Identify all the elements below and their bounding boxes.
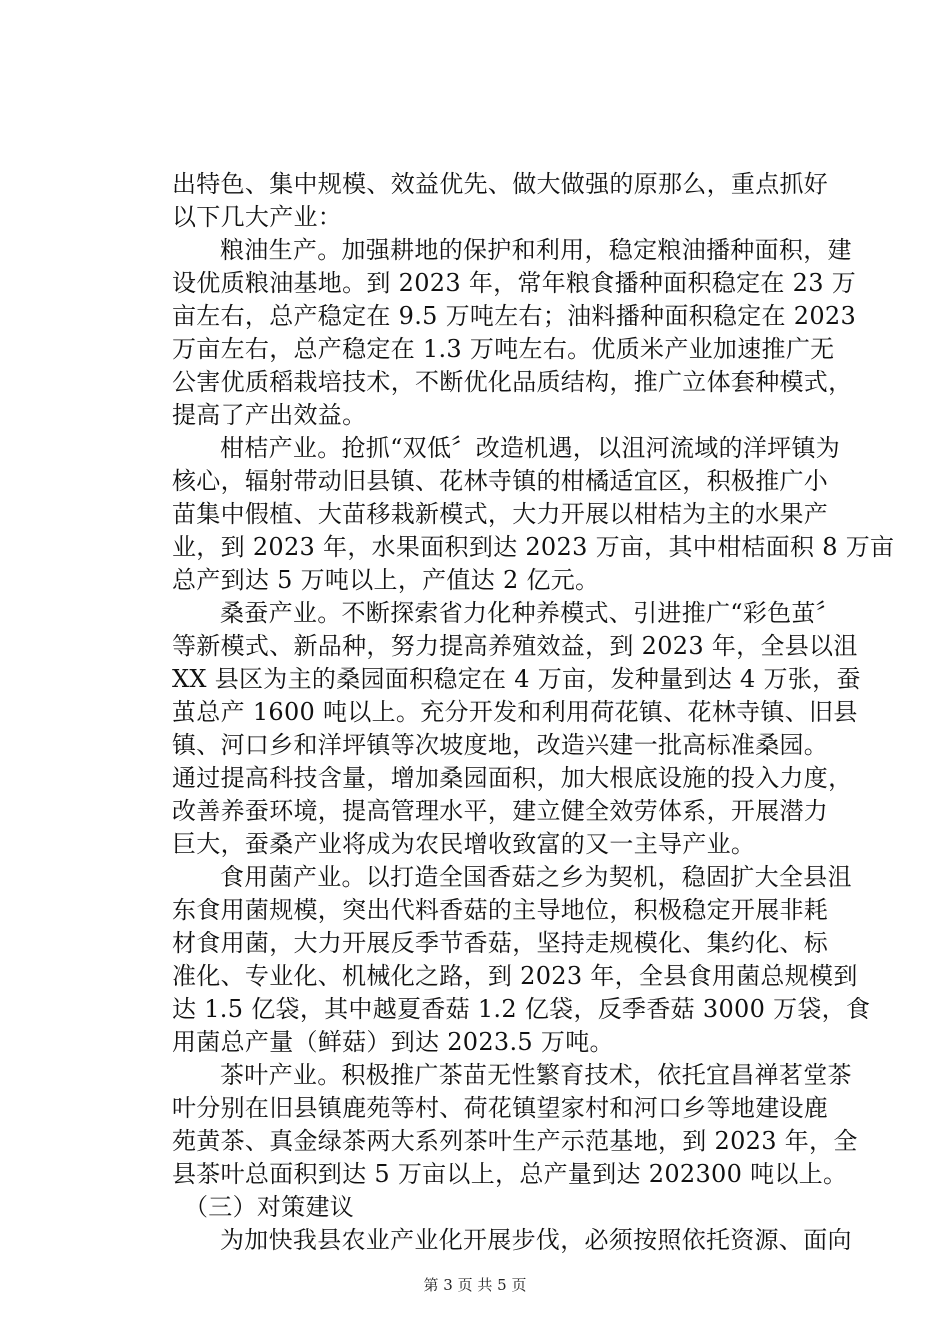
- text-line: 等新模式、新品种，努力提高养殖效益，到 2023 年，全县以沮: [172, 632, 858, 660]
- text-line: 苗集中假植、大苗移栽新模式，大力开展以柑桔为主的水果产: [172, 500, 829, 528]
- text-line: 达 1.5 亿袋，其中越夏香菇 1.2 亿袋，反季香菇 3000 万袋，食: [172, 995, 871, 1023]
- paragraph-start-countermeasures: 为加快我县农业产业化开展步伐，必须按照依托资源、面向: [220, 1226, 852, 1254]
- document-body: [172, 168, 895, 1257]
- text-line: 万亩左右，总产稳定在 1.3 万吨左右。优质米产业加速推广无: [172, 335, 835, 363]
- text-line: 总产到达 5 万吨以上，产值达 2 亿元。: [172, 566, 600, 594]
- text-line: 核心，辐射带动旧县镇、花林寺镇的柑橘适宜区，积极推广小: [172, 467, 829, 495]
- text-line: 通过提高科技含量，增加桑园面积，加大根底设施的投入力度，: [172, 764, 853, 792]
- paragraph-start-grain-oil: 粮油生产。加强耕地的保护和利用，稳定粮油播种面积，建: [220, 236, 852, 264]
- paragraph-start-citrus: 柑桔产业。抢抓“双低〞改造机遇，以沮河流域的洋坪镇为: [220, 434, 841, 462]
- text-line: 材食用菌，大力开展反季节香菇，坚持走规模化、集约化、标: [172, 929, 829, 957]
- text-line: 设优质粮油基地。到 2023 年，常年粮食播种面积稳定在 23 万: [172, 269, 857, 297]
- text-line: 镇、河口乡和洋坪镇等次坡度地，改造兴建一批高标准桑园。: [172, 731, 829, 759]
- text-line: 改善养蚕环境，提高管理水平，建立健全效劳体系，开展潜力: [172, 797, 829, 825]
- text-line: 业，到 2023 年，水果面积到达 2023 万亩，其中柑桔面积 8 万亩: [172, 533, 895, 561]
- paragraph-start-tea: 茶叶产业。积极推广茶苗无性繁育技术，依托宜昌禅茗堂茶: [220, 1061, 852, 1089]
- text-line: 东食用菌规模，突出代料香菇的主导地位，积极稳定开展非耗: [172, 896, 829, 924]
- paragraph-start-silkworm: 桑蚕产业。不断探索省力化种养模式、引进推广“彩色茧〞: [220, 599, 841, 627]
- text-line: 县茶叶总面积到达 5 万亩以上，总产量到达 202300 吨以上。: [172, 1160, 848, 1188]
- section-heading: （三）对策建议: [184, 1193, 355, 1221]
- text-line: 用菌总产量（鲜菇）到达 2023.5 万吨。: [172, 1028, 614, 1056]
- text-line: 以下几大产业：: [172, 203, 343, 231]
- text-line: 亩左右，总产稳定在 9.5 万吨左右；油料播种面积稳定在 2023: [172, 302, 857, 330]
- text-line: 准化、专业化、机械化之路，到 2023 年，全县食用菌总规模到: [172, 962, 858, 990]
- text-line: 苑黄茶、真金绿茶两大系列茶叶生产示范基地，到 2023 年，全: [172, 1127, 858, 1155]
- text-line: 叶分别在旧县镇鹿苑等村、荷花镇望家村和河口乡等地建设鹿: [172, 1094, 829, 1122]
- text-line: 巨大，蚕桑产业将成为农民增收致富的又一主导产业。: [172, 830, 756, 858]
- text-line: 出特色、集中规模、效益优先、做大做强的原那么，重点抓好: [172, 170, 829, 198]
- page-number-footer: 第 3 页 共 5 页: [423, 1276, 527, 1294]
- text-line: 提高了产出效益。: [172, 401, 367, 429]
- text-line: 公害优质稻栽培技术，不断优化品质结构，推广立体套种模式，: [172, 368, 853, 396]
- text-line: XX 县区为主的桑园面积稳定在 4 万亩，发种量到达 4 万张，蚕: [172, 665, 861, 693]
- paragraph-start-mushroom: 食用菌产业。以打造全国香菇之乡为契机，稳固扩大全县沮: [220, 863, 852, 891]
- text-line: 茧总产 1600 吨以上。充分开发和利用荷花镇、花林寺镇、旧县: [172, 698, 858, 726]
